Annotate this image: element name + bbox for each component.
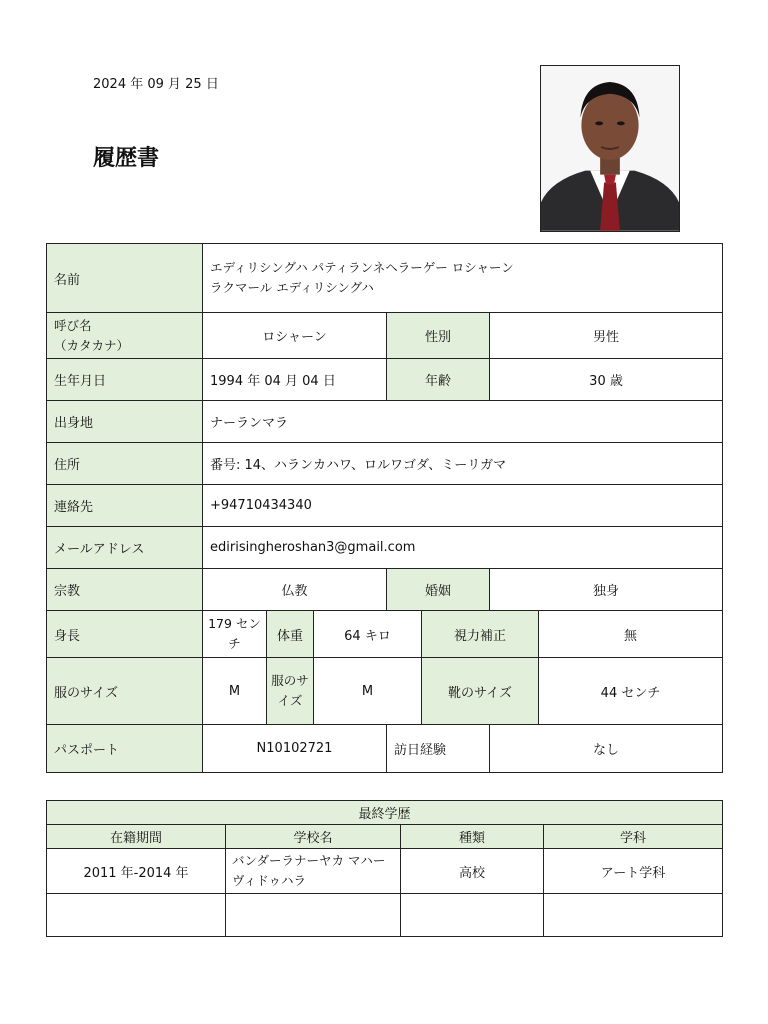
table-row [47, 894, 723, 937]
email-value: edirisingheroshan3@gmail.com [203, 527, 723, 569]
document-date: 2024 年 09 月 25 日 [93, 77, 219, 92]
education-period [47, 894, 226, 937]
marital-label: 婚姻 [387, 569, 490, 611]
education-table [46, 800, 723, 937]
education-school [226, 894, 401, 937]
education-school: バンダーラナーヤカ マハー ヴィドゥハラ [226, 849, 401, 894]
clothing-label-2: 服のサイズ [267, 658, 314, 725]
nickname-value: ロシャーン [203, 313, 387, 359]
weight-value: 64 キロ [314, 611, 422, 658]
religion-value: 仏教 [203, 569, 387, 611]
name-line-2: ラクマール エディリシングハ [210, 280, 374, 295]
nickname-label [47, 313, 203, 359]
birthplace-label: 出身地 [47, 401, 203, 443]
passport-label: パスポート [47, 725, 203, 773]
birthdate-value: 1994 年 04 月 04 日 [203, 359, 387, 401]
name-label: 名前 [47, 244, 203, 313]
marital-value: 独身 [490, 569, 723, 611]
age-label: 年齢 [387, 359, 490, 401]
education-col-school: 学校名 [226, 825, 401, 849]
birthplace-value: ナーランマラ [203, 401, 723, 443]
profile-table [46, 243, 723, 773]
visit-value: なし [490, 725, 723, 773]
gender-value: 男性 [490, 313, 723, 359]
education-department [544, 894, 723, 937]
education-department: アート学科 [544, 849, 723, 894]
name-value [203, 244, 723, 313]
education-heading: 最終学歴 [47, 801, 723, 825]
religion-label: 宗教 [47, 569, 203, 611]
weight-label: 体重 [267, 611, 314, 658]
contact-value: +94710434340 [203, 485, 723, 527]
portrait-photo [540, 65, 680, 232]
education-type [401, 894, 544, 937]
gender-label: 性別 [387, 313, 490, 359]
education-period: 2011 年-2014 年 [47, 849, 226, 894]
birthdate-label: 生年月日 [47, 359, 203, 401]
education-col-type: 種類 [401, 825, 544, 849]
page-title: 履歴書 [93, 145, 160, 171]
nickname-label-line-1: 呼び名 [54, 317, 92, 333]
address-value: 番号: 14、ハランカハワ、ロルワゴダ、ミーリガマ [203, 443, 723, 485]
name-line-1: エディリシングハ パティランネヘラーゲー ロシャーン [210, 260, 514, 275]
age-value: 30 歳 [490, 359, 723, 401]
visit-label: 訪日経験 [387, 725, 490, 773]
shoe-label: 靴のサイズ [422, 658, 539, 725]
education-col-department: 学科 [544, 825, 723, 849]
education-col-period: 在籍期間 [47, 825, 226, 849]
vision-label: 視力補正 [422, 611, 539, 658]
clothing-value: M [203, 658, 267, 725]
email-label: メールアドレス [47, 527, 203, 569]
vision-value: 無 [539, 611, 723, 658]
passport-value: N10102721 [203, 725, 387, 773]
address-label: 住所 [47, 443, 203, 485]
clothing-value-2: M [314, 658, 422, 725]
height-label: 身長 [47, 611, 203, 658]
table-row [47, 849, 723, 894]
portrait-photo-icon [541, 66, 679, 231]
nickname-label-line-2: （カタカナ） [54, 337, 130, 353]
height-value: 179 センチ [203, 611, 267, 658]
shoe-value: 44 センチ [539, 658, 723, 725]
clothing-label: 服のサイズ [47, 658, 203, 725]
education-type: 高校 [401, 849, 544, 894]
contact-label: 連絡先 [47, 485, 203, 527]
